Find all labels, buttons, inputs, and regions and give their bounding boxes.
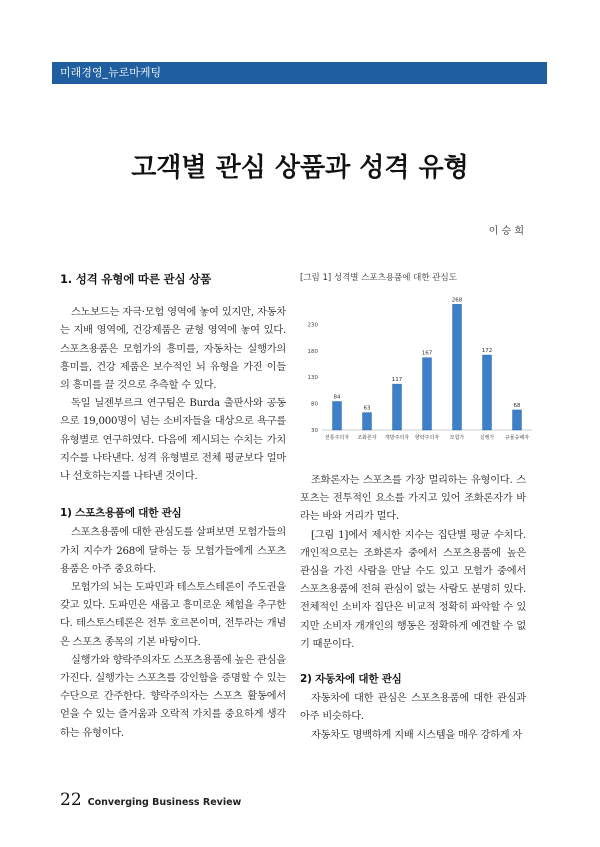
bar (363, 413, 372, 430)
article-title: 고객별 관심 상품과 성격 유형 (131, 153, 469, 183)
author-name: 이 승 희 (488, 226, 524, 237)
paragraph: 자동차에 대한 관심은 스포츠용품에 대한 관심과 아주 비슷하다. (300, 693, 526, 723)
paragraph: 자동차도 명백하게 지배 시스템을 매우 강하게 자 (311, 729, 523, 741)
data-label: 63 (363, 405, 371, 412)
page-number: 22 (60, 790, 82, 810)
y-tick-label: 80 (311, 401, 318, 408)
y-tick-label: 130 (307, 375, 318, 382)
bar (513, 410, 522, 430)
paragraph: 조화론자는 스포츠를 가장 멀리하는 유형이다. 스포츠는 전투적인 요소를 가지고 있어 조화론자가 바라는 바와 거리가 멀다. (300, 475, 526, 523)
bar (333, 401, 342, 430)
y-tick-label: 180 (307, 348, 318, 355)
x-tick-label: 모험가 (449, 435, 465, 441)
data-label: 268 (451, 297, 463, 304)
subsection-heading: 1) 스포츠용품에 대한 관심 (60, 507, 182, 520)
left-column (60, 270, 286, 743)
x-tick-label: 규율숭배자 (504, 435, 530, 441)
paragraph: 모험가의 뇌는 도파민과 테스토스테론이 주도권을 갖고 있다. 도파민은 새롭고 흥미로운 체험을 추구한다. 테스토스테론은 전투 호르몬이며, 전투라는 개념은 스포츠 종목의 기본 바탕이다. (60, 582, 286, 648)
x-tick-label: 향락주의자 (414, 435, 440, 441)
subsection-heading: 2) 자동차에 대한 관심 (300, 673, 402, 686)
bar (423, 358, 432, 430)
bar (393, 384, 402, 430)
bar-chart (300, 286, 540, 448)
data-label: 172 (481, 348, 493, 355)
section-heading: 1. 성격 유형에 따른 관심 상품 (60, 272, 211, 286)
x-tick-label: 실행가 (479, 435, 495, 441)
bar (453, 304, 462, 430)
chart-svg (300, 286, 540, 448)
x-tick-label: 조화론자 (357, 435, 377, 441)
page-footer (60, 790, 241, 810)
data-label: 68 (513, 402, 521, 409)
paragraph: 스노보드는 자극·모험 영역에 놓여 있지만, 자동차는 지배 영역에, 건강제품은 균형 영역에 놓여 있다. 스포츠용품은 모험가의 흥미를, 자동차는 실행가의 흥미를, 건강 제품은 보수적인 뇌 유형을 가진 이들의 흥미를 끌 것으로 추측할 수 있다. (60, 307, 286, 392)
paragraph: 실행가와 향락주의자도 스포츠용품에 높은 관심을 가진다. 실행가는 스포츠를 강인함을 증명할 수 있는 수단으로 간주한다. 향락주의자는 스포츠 활동에서 얻을 수 있는 즐거움과 오락적 가치를 중요하게 생각하는 유형이다. (60, 654, 286, 739)
bar (483, 355, 492, 430)
y-tick-label: 230 (307, 322, 318, 329)
journal-name: Converging Business Review (87, 797, 242, 808)
section-header-bar (52, 62, 547, 84)
paragraph: [그림 1]에서 제시한 지수는 집단별 평균 수치다. 개인적으로는 조화론자 중에서 스포츠용품에 높은 관심을 가진 사람을 만날 수도 있고 모험가 중에서 스포츠용품에 전혀 관심이 없는 사람도 분명히 있다. 전체적인 소비자 집단은 비교적 정확히 파악할 수 있지만 소비자 개개인의 행동은 정확하게 예견할 수 없기 때문이다. (300, 529, 526, 650)
data-label: 84 (333, 394, 341, 401)
paragraph: 독일 닐젠부르크 연구팀은 Burda 출판사와 공동으로 19,000명이 넘는 소비자들을 대상으로 욕구를 유형별로 연구하였다. 다음에 제시되는 수치는 가치 지수를 나타낸다. 성격 유형별로 전체 평균보다 얼마나 선호하는지를 나타낸 것이다. (60, 398, 286, 483)
y-tick-label: 30 (311, 428, 318, 434)
figure-caption: [그림 1] 성격별 스포츠용품에 대한 관심도 (300, 273, 457, 283)
x-tick-label: 개방주의자 (384, 435, 410, 441)
data-label: 117 (391, 377, 403, 384)
data-label: 167 (421, 350, 433, 357)
right-column (300, 472, 526, 745)
section-label: 미래경영_뉴로마케팅 (60, 66, 162, 79)
paragraph: 스포츠용품에 대한 관심도를 살펴보면 모험가들의 가치 지수가 268에 달하는 등 모험가들에게 스포츠용품은 아주 중요하다. (60, 527, 286, 575)
x-tick-label: 전통주의자 (324, 435, 350, 441)
